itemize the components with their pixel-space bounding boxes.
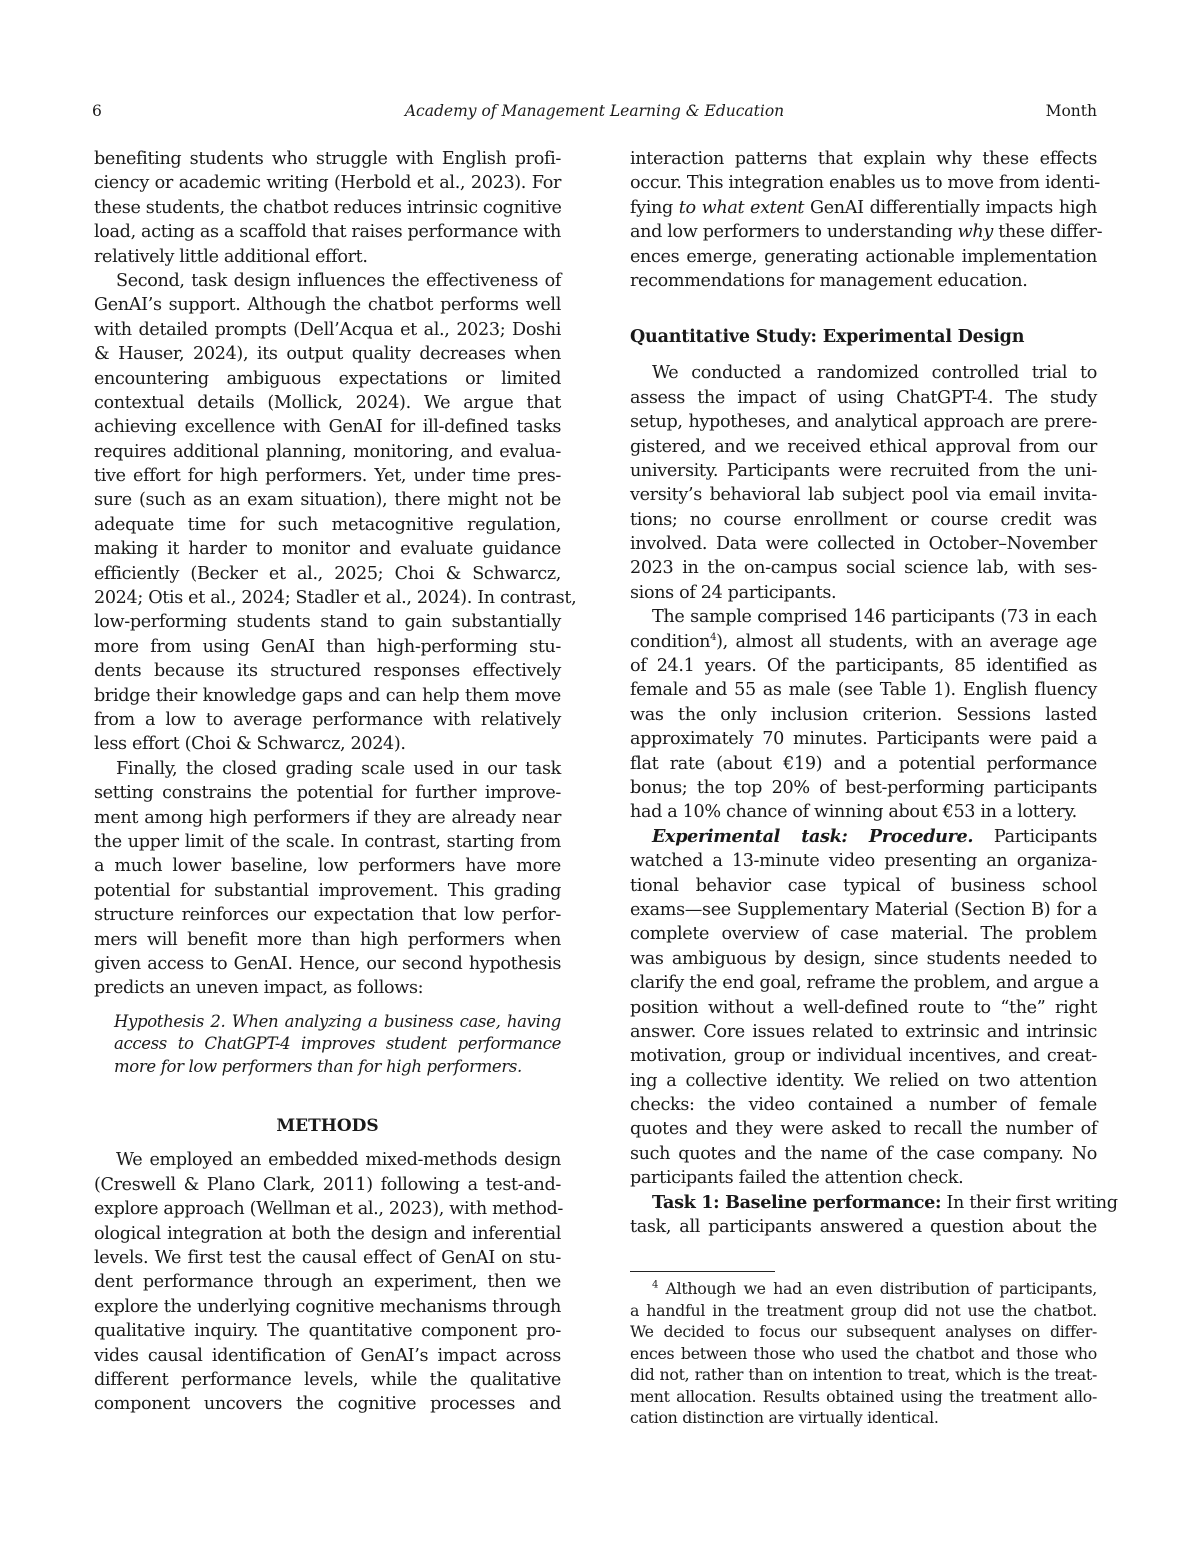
text-line: relatively little additional effort. [94, 246, 368, 267]
text-line: explore the underlying cognitive mechanisms through [94, 1296, 561, 1317]
footnote-marker-4[interactable]: 4 [710, 631, 717, 643]
text-line: a handful in the treatment group did not use the chatbot. [630, 1300, 1097, 1320]
text-line: low-performing students stand to gain substantially [94, 612, 561, 633]
emphasis-text: why [957, 222, 993, 243]
text-line: less effort (Choi & Schwarcz, 2024). [94, 734, 406, 755]
text-line: We employed an embedded mixed-methods design [116, 1150, 561, 1171]
journal-title: Academy of Management Learning & Education [404, 102, 785, 120]
paragraph-right-5 [630, 1191, 1118, 1240]
paragraph-left-3 [94, 757, 561, 1001]
text-line: flat rate (about €19) and a potential performance [630, 753, 1097, 774]
text-line [630, 220, 1103, 244]
text-span: and low performers to understanding [630, 222, 958, 243]
text-line: versity’s behavioral lab subject pool via email invita- [630, 485, 1097, 506]
text-line: occur. This integration enables us to move from identi- [630, 173, 1100, 194]
text-line: vides causal identification of GenAI’s impact across [94, 1345, 561, 1366]
text-line: clarify the end goal, reframe the problem, and argue a [630, 973, 1099, 994]
text-line: Second, task design influences the effectiveness of [116, 270, 561, 291]
text-line [630, 1278, 1097, 1300]
section-heading-methods: METHODS [276, 1116, 379, 1137]
text-line: explore approach (Wellman et al., 2023), with method- [94, 1199, 564, 1220]
text-line: setting constrains the potential for further improve- [94, 783, 561, 804]
text-line: & Hauser, 2024), its output quality decreases when [94, 344, 561, 365]
text-line: had a 10% chance of winning about €53 in a lottery. [630, 802, 1077, 823]
text-line: from a low to average performance with relatively [94, 709, 561, 730]
text-line: The sample comprised 146 participants (73 in each [652, 607, 1097, 628]
text-line: participants failed the attention check. [630, 1168, 964, 1189]
text-line: dents because its structured responses effectively [94, 661, 561, 682]
text-line: such quotes and the name of the case company. No [630, 1143, 1097, 1164]
text-line: 2023 in the on-campus social science lab, with ses- [630, 558, 1097, 579]
text-line: with detailed prompts (Dell’Acqua et al., 2023; Doshi [94, 319, 561, 340]
text-line: setup, hypotheses, and analytical approach are prere- [630, 412, 1097, 433]
footnote-4 [630, 1278, 1097, 1429]
text-line: adequate time for such metacognitive regulation, [94, 514, 561, 535]
run-in-heading-task-1: Task 1: Baseline performance: [652, 1191, 942, 1213]
text-line: encountering ambiguous expectations or limited [94, 368, 561, 389]
right-column [630, 147, 1118, 1429]
text-line: load, acting as a scaffold that raises performance with [94, 222, 561, 243]
text-span: GenAI differentially impacts high [804, 197, 1097, 218]
text-line: interaction patterns that explain why these effects [630, 149, 1097, 169]
text-line: contextual details (Mollick, 2024). We argue that [94, 392, 561, 413]
subsection-heading-experimental-design: Quantitative Study: Experimental Design [630, 327, 1025, 348]
paragraph-right-1 [630, 147, 1103, 293]
running-header [92, 102, 1097, 124]
text-line: Hypothesis 2. When analyzing a business case, having [114, 1011, 561, 1031]
text-line: benefiting students who struggle with English profi- [94, 149, 561, 169]
text-line: position without a well-defined route to “the” right [630, 997, 1097, 1018]
text-line: motivation, group or individual incentives, and creat- [630, 1046, 1097, 1067]
text-line: requires additional planning, monitoring, and evalua- [94, 441, 561, 462]
text-line: different performance levels, while the qualitative [94, 1369, 561, 1390]
left-column [94, 147, 577, 1417]
text-span: In their first writing [941, 1192, 1118, 1213]
text-line: involved. Data were collected in October–November [630, 534, 1097, 555]
text-line: complete overview of case material. The problem [630, 924, 1097, 945]
text-span: Although we had an even distribution of participants, [658, 1279, 1097, 1299]
text-line: making it harder to monitor and evaluate guidance [94, 539, 561, 560]
text-line: structure reinforces our expectation that low perfor- [94, 905, 561, 926]
text-span: fying [630, 197, 679, 218]
text-line: was ambiguous by design, since students needed to [630, 948, 1097, 969]
text-line: GenAI’s support. Although the chatbot performs well [94, 295, 561, 316]
text-line: dent performance through an experiment, then we [94, 1272, 561, 1293]
paragraph-right-3 [630, 605, 1097, 825]
text-line: achieving excellence with GenAI for ill-defined tasks [94, 417, 561, 438]
text-line: ment among high performers if they are already near [94, 807, 561, 828]
issue-month: Month [1045, 102, 1097, 120]
paragraph-right-4 [630, 825, 1097, 1191]
text-line: ences emerge, generating actionable implementation [630, 246, 1097, 267]
text-span: Participants [973, 826, 1097, 847]
emphasis-text: to what extent [678, 197, 805, 218]
text-line: of 24.1 years. Of the participants, 85 identified as [630, 656, 1097, 677]
text-line: tional behavior case typical of business school [630, 875, 1097, 896]
footnote-divider [630, 1271, 775, 1272]
page-number: 6 [92, 102, 102, 120]
text-line: checks: the video contained a number of female [630, 1095, 1097, 1116]
text-line: tive effort for high performers. Yet, under time pres- [94, 466, 561, 487]
text-line: predicts an uneven impact, as follows: [94, 978, 424, 999]
text-line: assess the impact of using ChatGPT-4. The study [630, 387, 1097, 408]
text-line: recommendations for management education. [630, 270, 1028, 291]
text-line: Finally, the closed grading scale used in our task [116, 758, 561, 779]
text-line: (Creswell & Plano Clark, 2011) following a test-and- [94, 1174, 561, 1195]
paragraph-methods [94, 1148, 564, 1416]
text-line: was the only inclusion criterion. Sessions lasted [630, 704, 1097, 725]
text-line: potential for substantial improvement. This grading [94, 880, 561, 901]
paragraph-right-2 [630, 361, 1097, 605]
text-line: sure (such as an exam situation), there might not be [94, 490, 561, 511]
text-line: answer. Core issues related to extrinsic and intrinsic [630, 1021, 1097, 1042]
text-line: tions; no course enrollment or course credit was [630, 509, 1097, 530]
footnote-number: 4 [652, 1280, 659, 1292]
text-line: 2024; Otis et al., 2024; Stadler et al., 2024). In contrast, [94, 588, 577, 609]
text-line: gistered, and we received ethical approval from our [630, 436, 1097, 457]
text-line: given access to GenAI. Hence, our second hypothesis [94, 953, 561, 974]
text-line [630, 825, 1097, 849]
text-line: exams—see Supplementary Material (Section B) for a [630, 899, 1097, 920]
text-line: more for low performers than for high performers. [114, 1056, 522, 1076]
text-line: ing a collective identity. We relied on two attention [630, 1070, 1097, 1091]
text-line: did not, rather than on intention to treat, which is the treat- [630, 1365, 1097, 1385]
text-span: condition [630, 631, 711, 652]
text-line: qualitative inquiry. The quantitative component pro- [94, 1321, 561, 1342]
text-line [630, 630, 1097, 654]
text-line: levels. We first test the causal effect of GenAI on stu- [94, 1248, 561, 1269]
text-line: We decided to focus our subsequent analyses on differ- [630, 1322, 1097, 1342]
text-line: quotes and they were asked to recall the number of [630, 1119, 1097, 1140]
text-line: bonus; the top 20% of best-performing participants [630, 777, 1097, 798]
text-line: the upper limit of the scale. In contrast, starting from [94, 831, 561, 852]
text-line: ment allocation. Results obtained using the treatment allo- [630, 1386, 1097, 1406]
hypothesis-2 [94, 1011, 561, 1079]
text-line: university. Participants were recruited from the uni- [630, 460, 1097, 481]
run-in-heading-procedure: Experimental task: Procedure. [652, 825, 974, 847]
text-line: mers will benefit more than high performers when [94, 929, 561, 950]
text-line: component uncovers the cognitive processes and [94, 1394, 561, 1415]
text-line: We conducted a randomized controlled trial to [652, 363, 1097, 384]
text-span: these differ- [992, 222, 1103, 243]
paragraph-left-1 [94, 147, 561, 269]
text-line: sions of 24 participants. [630, 582, 837, 603]
text-line: these students, the chatbot reduces intrinsic cognitive [94, 197, 562, 218]
text-line: more from using GenAI than high-performing stu- [94, 636, 561, 657]
paragraph-left-2 [94, 269, 577, 757]
text-line: a much lower baseline, low performers have more [94, 856, 561, 877]
text-line: ciency or academic writing (Herbold et al., 2023). For [94, 173, 561, 194]
text-line: ences between those who used the chatbot and those who [630, 1343, 1097, 1363]
text-line: bridge their knowledge gaps and can help them move [94, 685, 561, 706]
text-line: access to ChatGPT-4 improves student performance [114, 1034, 561, 1054]
text-span: ), almost all students, with an average age [716, 631, 1097, 652]
text-line [630, 196, 1097, 220]
text-line: task, all participants answered a question about the [630, 1217, 1097, 1238]
text-line: approximately 70 minutes. Participants were paid a [630, 729, 1097, 750]
text-line: ological integration at both the design and inferential [94, 1223, 561, 1244]
text-line: watched a 13-minute video presenting an organiza- [630, 851, 1097, 872]
text-line: female and 55 as male (see Table 1). English fluency [630, 680, 1097, 701]
text-line: cation distinction are virtually identical. [630, 1408, 939, 1428]
text-line [630, 1191, 1118, 1215]
text-line: efficiently (Becker et al., 2025; Choi & Schwarcz, [94, 563, 561, 584]
